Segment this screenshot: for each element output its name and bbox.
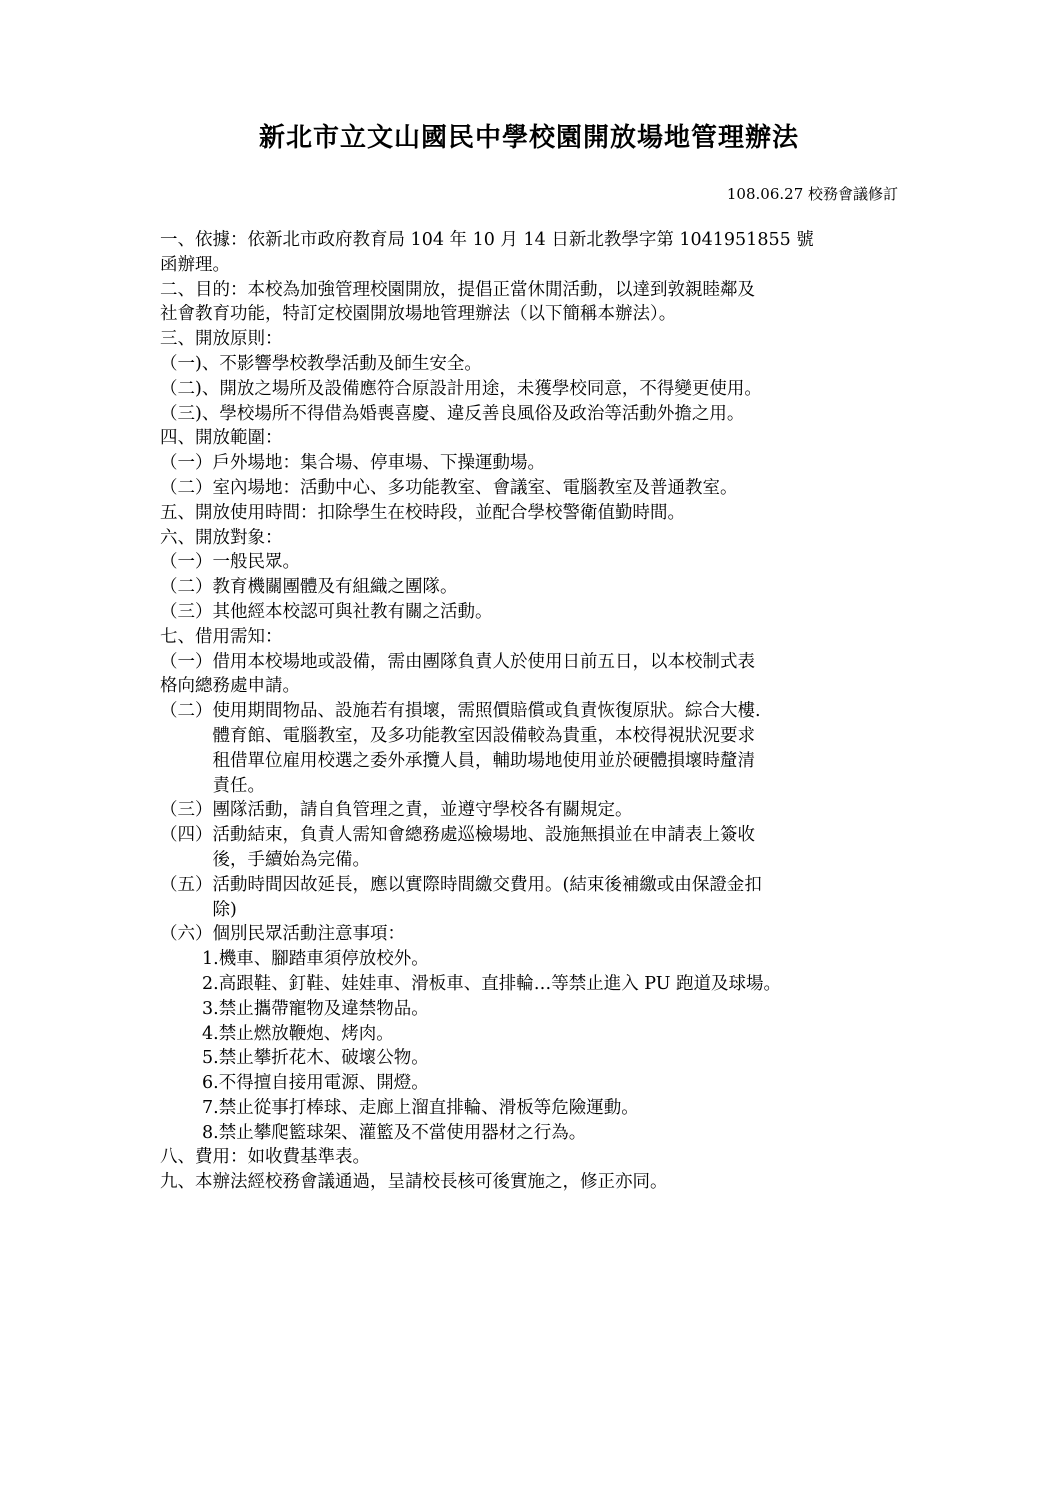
section-borrowing-notes [160, 625, 900, 1146]
list-item: （一）借用本校場地或設備，需由團隊負責人於使用日前五日，以本校制式表 [160, 651, 755, 672]
list-item: （一）戶外場地：集合場、停車場、下操運動場。 [160, 453, 545, 474]
list-item: （二）教育機關團體及有組織之團隊。 [160, 577, 458, 598]
sub-list-item: 2.高跟鞋、釘鞋、娃娃車、滑板車、直排輪…等禁止進入 PU 跑道及球場。 [202, 973, 782, 994]
list-item-line: 使用期間物品、設施若有損壞，需照價賠償或負責恢復原狀。綜合大樓. [212, 701, 761, 722]
section-heading: 六、開放對象： [160, 527, 283, 548]
sub-list [160, 947, 900, 1145]
section-heading: 四、開放範圍： [160, 428, 283, 449]
section-scope [160, 426, 900, 500]
list-item-label: （二） [160, 701, 213, 722]
section-enactment [160, 1170, 900, 1195]
list-item: （一）一般民眾。 [160, 552, 300, 573]
list-item: （二)、開放之場所及設備應符合原設計用途，未獲學校同意，不得變更使用。 [160, 378, 762, 399]
list-item-text [213, 823, 901, 873]
sub-list-item: 3.禁止攜帶寵物及違禁物品。 [202, 998, 429, 1019]
list-item: （六）個別民眾活動注意事項： [160, 924, 405, 945]
section-heading: 七、借用需知： [160, 626, 283, 647]
paragraph-line: 二、目的：本校為加強管理校園開放，提倡正當休閒活動，以達到敦親睦鄰及 [160, 279, 755, 300]
section-hours [160, 501, 900, 526]
list-item: （三）團隊活動，請自負管理之責，並遵守學校各有關規定。 [160, 800, 633, 821]
paragraph-line: 五、開放使用時間：扣除學生在校時段，並配合學校警衛值勤時間。 [160, 502, 685, 523]
sub-list-item: 8.禁止攀爬籃球架、灌籃及不當使用器材之行為。 [202, 1122, 587, 1143]
list-item-line: 除) [212, 899, 237, 920]
list-item: （一)、不影響學校教學活動及師生安全。 [160, 353, 482, 374]
list-item-line: 活動結束，負責人需知會總務處巡檢場地、設施無損並在申請表上簽收 [212, 825, 755, 846]
list-item [160, 699, 900, 798]
section-principles [160, 327, 900, 426]
list-item-line: 租借單位雇用校選之委外承攬人員，輔助場地使用並於硬體損壞時釐清 [212, 750, 755, 771]
paragraph-line: 社會教育功能，特訂定校園開放場地管理辦法（以下簡稱本辦法）。 [160, 304, 677, 325]
sub-list-item: 7.禁止從事打棒球、走廊上溜直排輪、滑板等危險運動。 [202, 1097, 639, 1118]
list-item-text [213, 699, 901, 798]
list-item: （三）其他經本校認可與社教有關之活動。 [160, 601, 493, 622]
paragraph-line: 函辦理。 [160, 254, 230, 275]
revision-note: 108.06.27 校務會議修訂 [726, 185, 898, 203]
list-item-label: （四） [160, 825, 213, 846]
document-title: 新北市立文山國民中學校園開放場地管理辦法 [258, 123, 799, 153]
list-item [160, 873, 900, 923]
list-item-line: 後，手續始為完備。 [212, 849, 370, 870]
paragraph-line: 九、本辦法經校務會議通過，呈請校長核可後實施之，修正亦同。 [160, 1172, 668, 1193]
list-item-label: （五） [160, 874, 213, 895]
list-item-line: 活動時間因故延長，應以實際時間繳交費用。(結束後補繳或由保證金扣 [212, 874, 762, 895]
list-item-line: 責任。 [212, 775, 265, 796]
sub-list-item: 4.禁止燃放鞭炮、烤肉。 [202, 1023, 394, 1044]
list-item-line: 體育館、電腦教室，及多功能教室因設備較為貴重，本校得視狀況要求 [212, 725, 755, 746]
section-fees [160, 1145, 900, 1170]
sub-list-item: 1.機車、腳踏車須停放校外。 [202, 949, 429, 970]
list-item [160, 823, 900, 873]
sub-list-item: 5.禁止攀折花木、破壞公物。 [202, 1048, 429, 1069]
list-item: （三)、學校場所不得借為婚喪喜慶、違反善良風俗及政治等活動外擔之用。 [160, 403, 745, 424]
paragraph-line: 八、費用：如收費基準表。 [160, 1147, 370, 1168]
sub-list-item: 6.不得擅自接用電源、開燈。 [202, 1073, 429, 1094]
section-basis [160, 228, 900, 278]
paragraph-line: 一、依據：依新北市政府教育局 104 年 10 月 14 日新北教學字第 1041951855 號 [160, 230, 814, 250]
list-item: （二）室內場地：活動中心、多功能教室、會議室、電腦教室及普通教室。 [160, 477, 738, 498]
section-purpose [160, 278, 900, 328]
list-item-text [213, 873, 901, 923]
section-heading: 三、開放原則： [160, 329, 283, 350]
document-body [160, 228, 900, 1195]
section-audience [160, 526, 900, 625]
list-item-continuation: 格向總務處申請。 [160, 676, 300, 697]
